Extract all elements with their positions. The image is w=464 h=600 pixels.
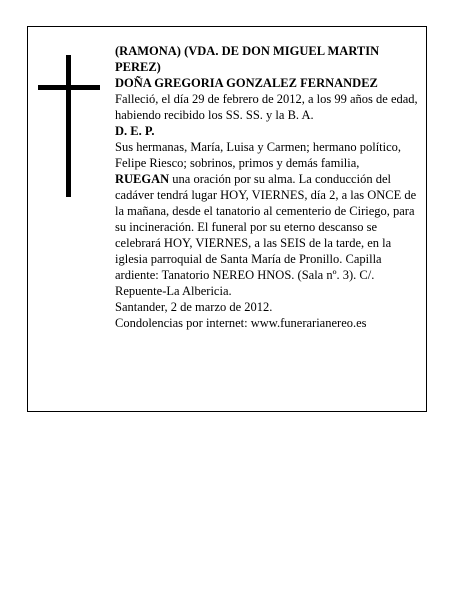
request-text: una oración por su alma. La conducción del cadáver tendrá lugar HOY, VIERNES, día 2, a las ONCE de la mañana, desde el tanatorio al cementerio de Ciriego, para su incineración. El funeral por su eterno descanso se celebrará HOY, VIERNES, a las SEIS de la tarde, en la iglesia parroquial de Santa María de Pronillo. Capilla ardiente: Tanatorio NEREO HNOS. (Sala nº. 3). C/. Repuente-La Albericia. [115, 172, 417, 298]
deceased-name: DOÑA GREGORIA GONZALEZ FERNANDEZ [115, 76, 378, 90]
request-paragraph [115, 171, 421, 299]
family-text: Sus hermanas, María, Luisa y Carmen; hermano político, Felipe Riesco; sobrinos, primos y demás familia, [115, 140, 402, 170]
death-text: Falleció, el día 29 de febrero de 2012, a los 99 años de edad, habiendo recibido los SS. SS. y la B. A. [115, 92, 418, 122]
place-date: Santander, 2 de marzo de 2012. [115, 300, 273, 314]
alias-line: (RAMONA) (VDA. DE DON MIGUEL MARTIN PEREZ) [115, 44, 380, 74]
obituary-text [115, 43, 421, 331]
condolences-line: Condolencias por internet: www.funerarianereo.es [115, 316, 367, 330]
request-keyword: RUEGAN [115, 172, 170, 186]
cross-icon-bar [38, 85, 100, 90]
obituary-notice [27, 26, 427, 412]
rip-line: D. E. P. [115, 124, 155, 138]
cross-icon [66, 55, 71, 197]
